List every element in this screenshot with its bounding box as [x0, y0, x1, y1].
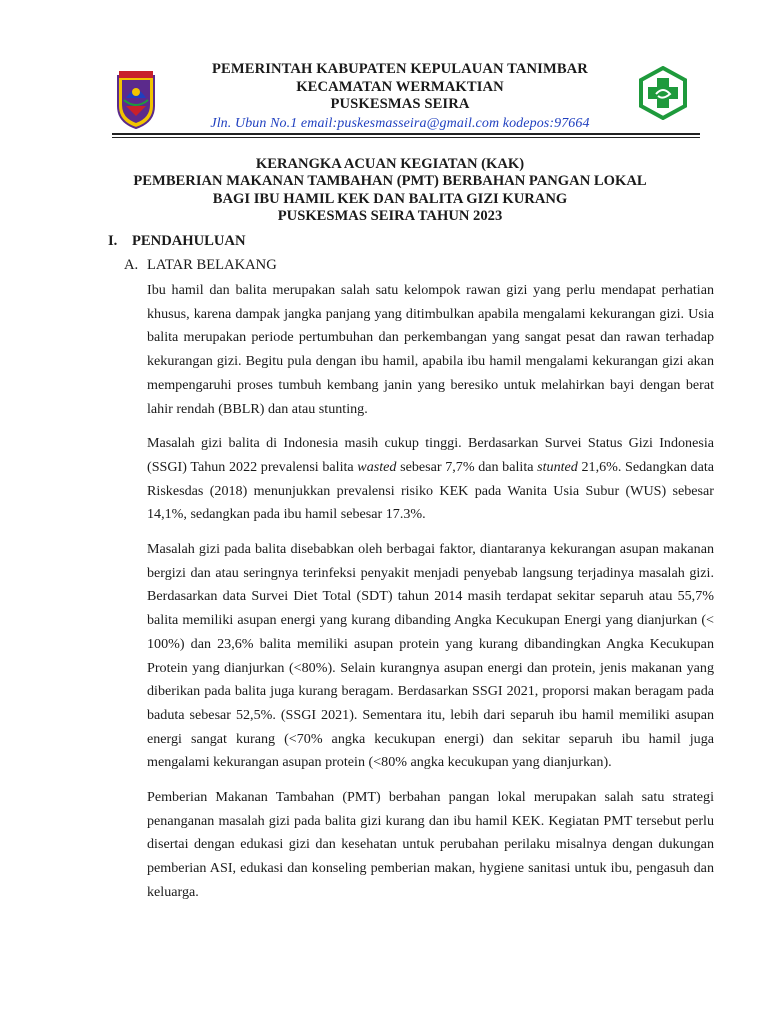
paragraph-1: Ibu hamil dan balita merupakan salah satu kelompok rawan gizi yang perlu mendapat perhatian khusus, karena dampak jangka panjang yang ditimbulkan apabila mengalami kekurangan gizi. Usia balita merupakan periode pertumbuhan dan perkembangan yang sangat pesat dan rawan terhadap kekurangan gizi. Begitu pula dengan ibu hamil, apabila ibu hamil mengalami kekurangan gizi akan mempengaruhi proses tumbuh kembang janin yang beresiko untuk melahirkan bayi dengan berat lahir rendah (BBLR) dan atau stunting. [147, 282, 714, 417]
puskesmas-cross-logo [636, 66, 690, 120]
subsection-heading [124, 257, 277, 274]
paragraph-2-wasted: wasted [357, 458, 397, 475]
section-label: PENDAHULUAN [132, 233, 246, 249]
document-title [100, 156, 680, 225]
letterhead-rule-thick [112, 133, 700, 135]
title-line-3: BAGI IBU HAMIL KEK DAN BALITA GIZI KURANG [212, 190, 568, 207]
title-line-2: PEMBERIAN MAKANAN TAMBAHAN (PMT) BERBAHAN PANGAN LOKAL [133, 173, 647, 190]
puskesmas-name: PUSKESMAS SEIRA [330, 96, 470, 112]
title-line-4: PUSKESMAS SEIRA TAHUN 2023 [277, 207, 503, 224]
government-name: PEMERINTAH KABUPATEN KEPULAUAN TANIMBAR [212, 61, 588, 77]
paragraph-2-stunted: stunted [537, 458, 578, 475]
district-name: KECAMATAN WERMAKTIAN [296, 78, 504, 95]
body-text [147, 279, 714, 916]
section-number: I. [108, 233, 118, 249]
paragraph-2-part-a: Masalah gizi balita di Indonesia masih cukup tinggi. Berdasarkan Survei Status Gizi Indonesia (SSGI) Tahun 2022 prevalensi balita [147, 435, 714, 475]
subsection-number: A. [124, 257, 139, 273]
title-line-1: KERANGKA ACUAN KEGIATAN (KAK) [255, 156, 525, 172]
letterhead [0, 0, 768, 140]
letterhead-text [150, 61, 650, 132]
paragraph-2-part-e: 21,6%. Sedangkan data Riskesdas (2018) menunjukkan prevalensi risiko KEK pada Wanita Usia Subur (WUS) sebesar 14,1%, sedangkan pada ibu hamil sebesar 17.3%. [147, 458, 714, 523]
address-line: Jln. Ubun No.1 email:puskesmasseira@gmail.com kodepos:97664 [210, 115, 590, 131]
paragraph-3: Masalah gizi pada balita disebabkan oleh berbagai faktor, diantaranya kekurangan asupan makanan bergizi dan atau seringnya terinfeksi penyakit menjadi penyebab langsung terjadinya masalah gizi. Berdasarkan data Survei Diet Total (SDT) tahun 2014 masih terdapat sekitar separuh atau 55,7% balita memiliki asupan energi yang kurang dibanding Angka Kecukupan Energi yang dianjurkan (< 100%) dan 23,6% balita memiliki asupan protein yang kurang dibandingkan Angka Kecukupan Protein yang dianjurkan (<80%). Selain kurangnya asupan energi dan protein, jenis makanan yang diberikan pada balita juga kurang beragam. Berdasarkan SSGI 2021, proporsi makan beragam pada baduta sebesar 52,5%. (SSGI 2021). Sementara itu, lebih dari separuh ibu hamil memiliki asupan energi sangat kurang (<70% angka kecukupan energi) dan sekitar separuh ibu hamil juga mengalami kekurangan asupan protein (<80% angka kecukupan yang dianjurkan). [147, 541, 714, 771]
paragraph-2-part-c: sebesar 7,7% dan balita [396, 458, 538, 475]
letterhead-rule-thin [112, 137, 700, 138]
section-heading [108, 233, 246, 250]
paragraph-4: Pemberian Makanan Tambahan (PMT) berbahan pangan lokal merupakan salah satu strategi penanganan masalah gizi pada balita gizi kurang dan ibu hamil KEK. Kegiatan PMT tersebut perlu disertai dengan edukasi gizi dan kesehatan untuk perubahan perilaku misalnya dengan dukungan pemberian ASI, edukasi dan konseling pemberian makan, hygiene sanitasi untuk ibu, pengasuh dan keluarga. [147, 789, 714, 900]
subsection-label: LATAR BELAKANG [147, 257, 277, 273]
paragraph-2 [147, 432, 714, 527]
